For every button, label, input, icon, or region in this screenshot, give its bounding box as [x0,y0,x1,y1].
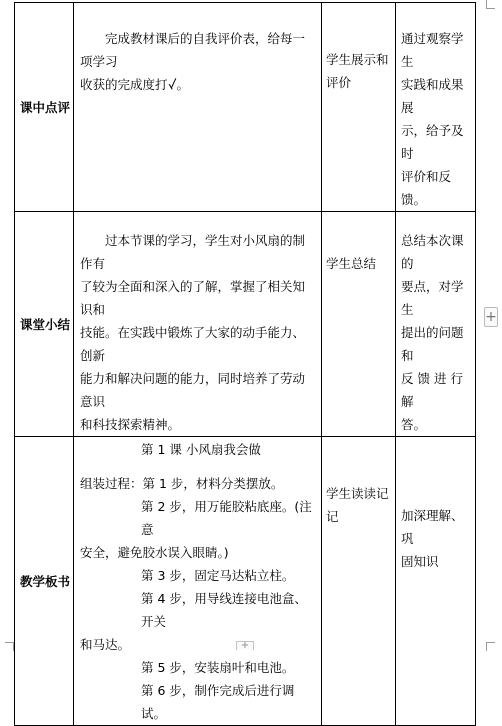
table-row [15,3,476,212]
table-row [15,437,476,726]
board-step-line: 第 2 步，用万能胶粘底座。(注意 [141,499,312,537]
content-cell [74,437,322,726]
stage-cell [15,437,74,726]
design-intent-line: 提出的问题和 [401,325,464,363]
student-activity-line: 评价 [326,75,352,90]
board-step-line: 安全，避免胶水误入眼睛。) [80,545,229,560]
content-cell [74,212,322,437]
design-intent-line: 通过观察学生 [401,31,464,69]
expand-right-button[interactable]: + [485,309,497,325]
board-step-line: 第 6 步，制作完成后进行调试。 [141,683,295,721]
board-step-line: 第 4 步，用导线连接电池盒、开关 [141,591,307,629]
stage-label: 教学板书 [20,573,71,589]
student-activity-cell [322,437,396,726]
stage-label: 课中点评 [20,99,71,115]
lesson-plan-table [14,2,476,726]
content-line: 了较为全面和深入的了解，掌握了相关知识和 [80,279,306,317]
design-intent-line: 反馈进行解 [401,371,468,409]
content-line: 技能。在实践中锻炼了大家的动手能力、创新 [80,325,306,363]
design-intent-cell [396,3,476,212]
design-intent-line: 加深理解、巩 [401,508,464,546]
stage-cell [15,212,74,437]
content-line: 完成教材课后的自我评价表，给每一项学习 [80,31,306,69]
design-intent-line: 固知识 [401,554,439,569]
student-activity-line: 学生总结 [326,256,377,271]
design-intent-cell [396,212,476,437]
stage-label: 课堂小结 [20,316,71,332]
student-activity-cell [322,3,396,212]
check-mark-icon [170,78,177,89]
design-intent-line: 评价和反馈。 [401,169,452,207]
design-intent-line: 实践和成果展 [401,77,464,115]
board-step-line: 第 3 步，固定马达粘立柱。 [141,568,295,583]
content-line: 和科技探索精神。 [80,417,181,432]
student-activity-line: 学生读读记 [326,486,389,501]
design-intent-line: 要点，对学生 [401,279,464,317]
expand-bottom-button[interactable]: + [236,641,254,650]
board-step-line: 和马达。 [80,637,131,652]
stage-cell [15,3,74,212]
table-row [15,212,476,437]
student-activity-line: 学生展示和 [326,52,389,67]
content-cell [74,3,322,212]
student-activity-line: 记 [326,509,339,524]
design-intent-line: 总结本次课的 [401,233,464,271]
content-line: 能力和解决问题的能力，同时培养了劳动意识 [80,371,306,409]
board-lesson-title: 第 1 课 小风扇我会做 [141,442,261,457]
board-step-line: 第 5 步，安装扇叶和电池。 [141,660,295,675]
content-line: 收获的完成度打 。 [80,77,190,92]
design-intent-line: 答。 [401,417,427,432]
design-intent-cell [396,437,476,726]
page-corner-mark [486,0,495,9]
design-intent-line: 示，给予及时 [401,123,464,161]
student-activity-cell [322,212,396,437]
board-step-line: 组装过程：第 1 步，材料分类摆放。 [80,476,284,491]
content-line: 过本节课的学习，学生对小风扇的制作有 [80,233,306,271]
